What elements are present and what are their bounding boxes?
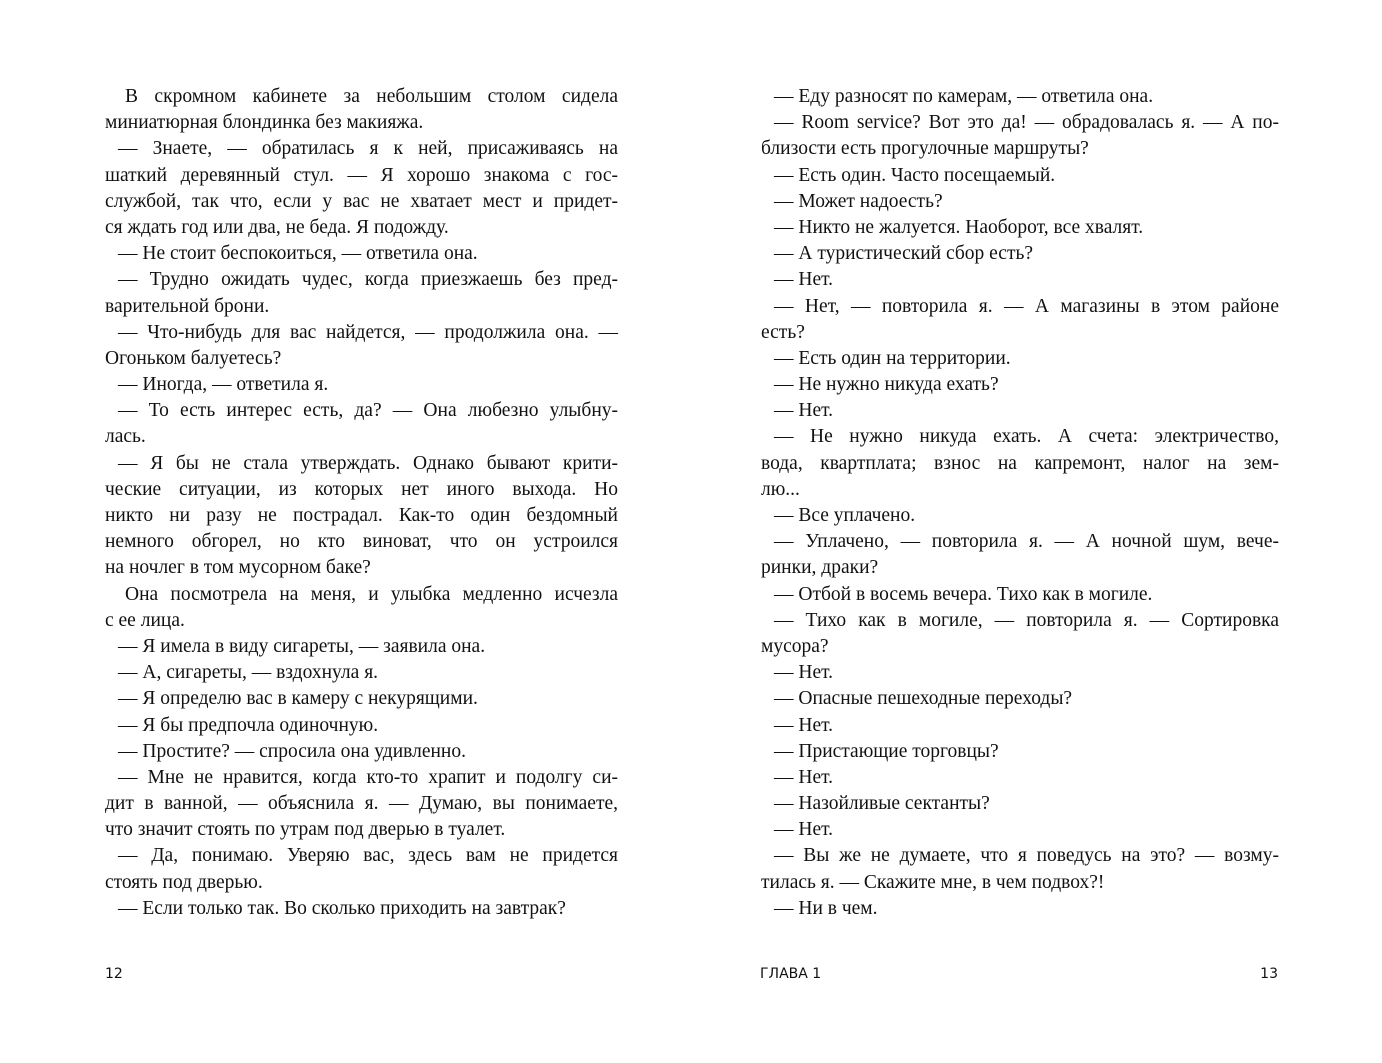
- text-line: что значит стоять по утрам под дверью в туалет.: [105, 819, 506, 841]
- paragraph: [105, 84, 618, 136]
- paragraph: [105, 398, 618, 450]
- text-line: — Я бы предпочла одиночную.: [118, 714, 379, 736]
- paragraph: [761, 110, 1279, 162]
- text-line: — Не стоит беспокоиться, — ответила она.: [118, 243, 478, 265]
- paragraph: [105, 739, 618, 765]
- text-line: варительной брони.: [105, 295, 270, 317]
- text-line: лю...: [761, 478, 800, 500]
- paragraph: [761, 765, 1279, 791]
- text-line: — Нет.: [774, 766, 834, 788]
- paragraph: [761, 896, 1279, 922]
- paragraph: [105, 582, 618, 634]
- text-line: — Отбой в восемь вечера. Тихо как в могиле.: [774, 583, 1153, 605]
- text-line: — Нет.: [774, 400, 834, 422]
- paragraph: [105, 686, 618, 712]
- paragraph: [761, 582, 1279, 608]
- text-line: — Еду разносят по камерам, — ответила она.: [774, 86, 1154, 107]
- paragraph: [105, 320, 618, 372]
- paragraph: [761, 713, 1279, 739]
- text-line: — Да, понимаю. Уверяю вас, здесь вам не придется: [118, 845, 618, 867]
- text-line: В скромном кабинете за небольшим столом сидела: [125, 86, 618, 107]
- text-line: службой, так что, если у вас не хватает мест и придет-: [105, 190, 618, 212]
- text-line: — Все уплачено.: [774, 505, 916, 526]
- paragraph: [761, 294, 1279, 346]
- paragraph: [761, 241, 1279, 267]
- text-line: — Нет.: [774, 662, 834, 684]
- text-line: лась.: [105, 426, 146, 448]
- text-line: — Трудно ожидать чудес, когда приезжаешь без пред-: [118, 269, 618, 291]
- paragraph: [105, 634, 618, 660]
- text-line: — Что-нибудь для вас найдется, — продолжила она. —: [118, 321, 618, 343]
- paragraph: [761, 346, 1279, 372]
- text-line: стоять под дверью.: [105, 871, 263, 893]
- paragraph: [761, 372, 1279, 398]
- paragraph: [761, 189, 1279, 215]
- text-line: — Нет, — повторила я. — А магазины в этом районе: [774, 295, 1279, 317]
- paragraph: [761, 215, 1279, 241]
- paragraph: [761, 84, 1279, 110]
- text-line: — Есть один. Часто посещаемый.: [774, 164, 1056, 186]
- paragraph: [105, 660, 618, 686]
- text-line: Она посмотрела на меня, и улыбка медленно исчезла: [125, 583, 618, 605]
- text-line: — А туристический сбор есть?: [774, 243, 1034, 265]
- paragraph: [105, 896, 618, 922]
- paragraph: [761, 163, 1279, 189]
- text-line: близости есть прогулочные маршруты?: [761, 138, 1089, 160]
- text-line: с ее лица.: [105, 609, 185, 631]
- right-page-text: [761, 84, 1279, 922]
- text-line: ринки, драки?: [761, 557, 879, 579]
- paragraph: [761, 529, 1279, 581]
- text-line: — Я имела в виду сигареты, — заявила она.: [118, 635, 486, 657]
- paragraph: [105, 765, 618, 844]
- text-line: на ночлег в том мусорном баке?: [105, 557, 371, 579]
- text-line: — Нет.: [774, 714, 834, 736]
- paragraph: [761, 424, 1279, 503]
- text-line: — Знаете, — обратилась я к ней, присаживаясь на: [118, 138, 618, 160]
- text-line: — Тихо как в могиле, — повторила я. — Сортировка: [774, 609, 1279, 631]
- text-line: есть?: [761, 321, 805, 343]
- text-line: — Назойливые сектанты?: [774, 793, 990, 815]
- left-page-text: [105, 84, 618, 922]
- paragraph: [761, 817, 1279, 843]
- text-line: ся ждать год или два, не беда. Я подожду.: [105, 216, 449, 238]
- text-line: дит в ванной, — объяснила я. — Думаю, вы понимаете,: [105, 793, 618, 815]
- text-line: ческие ситуации, из которых нет иного выхода. Но: [105, 478, 618, 500]
- text-line: вода, квартплата; взнос на капремонт, налог на зем-: [761, 452, 1279, 474]
- text-line: — Есть один на территории.: [774, 347, 1011, 369]
- paragraph: [761, 843, 1279, 895]
- paragraph: [105, 136, 618, 241]
- paragraph: [761, 503, 1279, 529]
- left-page-number: 12: [105, 966, 123, 982]
- paragraph: [105, 241, 618, 267]
- text-line: — Не нужно никуда ехать?: [774, 374, 999, 396]
- text-line: — Нет.: [774, 819, 834, 841]
- text-line: — Никто не жалуется. Наоборот, все хвалят.: [774, 216, 1144, 238]
- text-line: — Не нужно никуда ехать. А счета: электричество,: [774, 426, 1279, 448]
- paragraph: [105, 267, 618, 319]
- text-line: — Может надоесть?: [774, 190, 943, 212]
- paragraph: [761, 267, 1279, 293]
- text-line: Огоньком балуетесь?: [105, 347, 282, 369]
- paragraph: [761, 791, 1279, 817]
- text-line: миниатюрная блондинка без макияжа.: [105, 112, 424, 134]
- text-line: — Если только так. Во сколько приходить на завтрак?: [118, 897, 566, 919]
- paragraph: [105, 713, 618, 739]
- text-line: — Пристающие торговцы?: [774, 740, 999, 762]
- paragraph: [105, 843, 618, 895]
- text-line: никто ни разу не пострадал. Как-то один бездомный: [105, 505, 618, 526]
- paragraph: [761, 398, 1279, 424]
- text-line: — А, сигареты, — вздохнула я.: [118, 662, 379, 684]
- text-line: — Мне не нравится, когда кто-то храпит и подолгу си-: [118, 766, 618, 788]
- text-line: — Уплачено, — повторила я. — А ночной шум, вече-: [774, 531, 1279, 553]
- text-line: — Простите? — спросила она удивленно.: [118, 740, 466, 762]
- text-line: тилась я. — Скажите мне, в чем подвох?!: [761, 871, 1105, 893]
- paragraph: [105, 451, 618, 582]
- text-line: — Я бы не стала утверждать. Однако бывают крити-: [118, 452, 618, 474]
- text-line: — Иногда, — ответила я.: [118, 374, 329, 396]
- paragraph: [761, 608, 1279, 660]
- paragraph: [761, 686, 1279, 712]
- running-head: ГЛАВА 1: [760, 966, 822, 982]
- text-line: мусора?: [761, 635, 829, 657]
- text-line: немного обгорел, но кто виноват, что он устроился: [105, 531, 618, 553]
- right-page-number: 13: [1260, 966, 1278, 982]
- text-line: — Нет.: [774, 269, 834, 291]
- paragraph: [761, 660, 1279, 686]
- text-line: — Я определю вас в камеру с некурящими.: [118, 688, 478, 710]
- paragraph: [761, 739, 1279, 765]
- text-line: — Опасные пешеходные переходы?: [774, 688, 1073, 710]
- paragraph: [105, 372, 618, 398]
- text-line: — Ни в чем.: [774, 897, 878, 919]
- text-line: шаткий деревянный стул. — Я хорошо знакома с гос-: [105, 164, 618, 186]
- text-line: — Вы же не думаете, что я поведусь на это? — возму-: [774, 845, 1279, 867]
- text-line: — То есть интерес есть, да? — Она любезно улыбну-: [118, 400, 618, 422]
- text-line: — Room service? Вот это да! — обрадовалась я. — А по-: [774, 112, 1279, 134]
